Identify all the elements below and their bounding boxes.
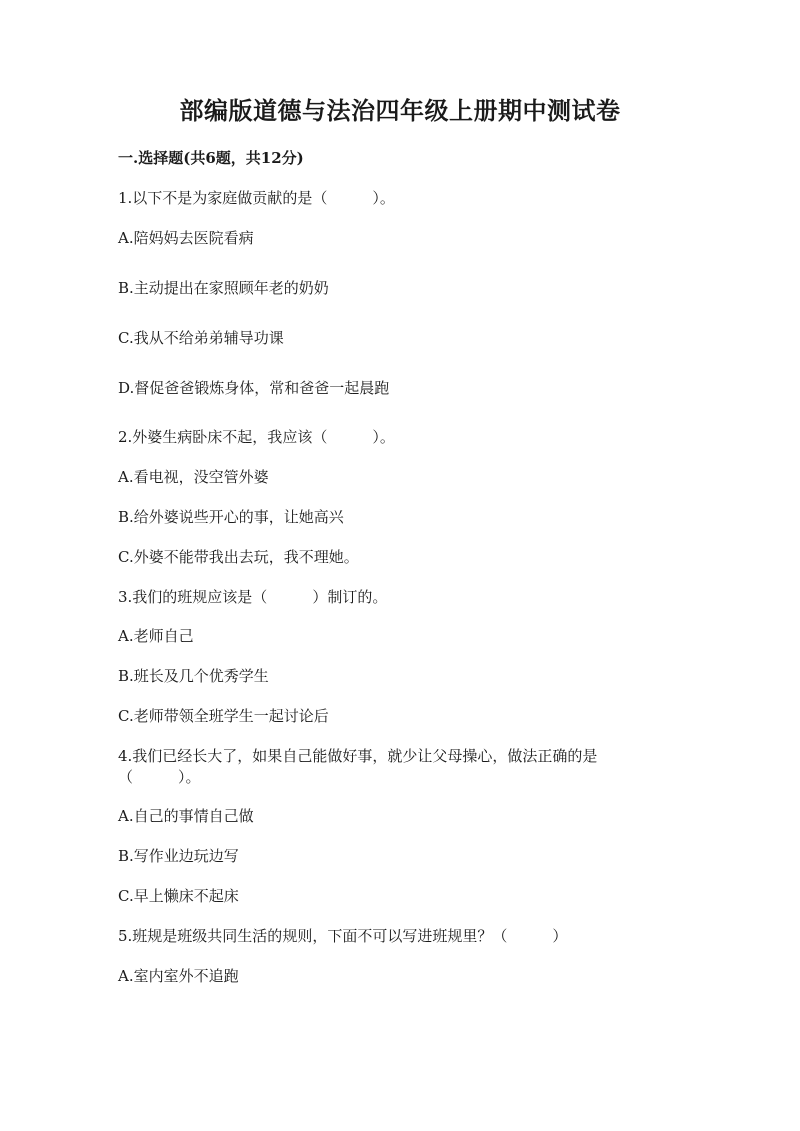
question-3-option-a: A.老师自己 [118, 627, 194, 645]
question-4-option-a: A.自己的事情自己做 [118, 807, 254, 825]
question-4-option-c: C.早上懒床不起床 [118, 887, 239, 905]
question-3-option-c: C.老师带领全班学生一起讨论后 [118, 707, 329, 725]
question-5-stem: 5.班规是班级共同生活的规则，下面不可以写进班规里？（ ） [118, 927, 568, 945]
question-3-stem: 3.我们的班规应该是（ ）制订的。 [118, 588, 388, 606]
question-1-option-a: A.陪妈妈去医院看病 [118, 229, 254, 247]
question-2-option-b: B.给外婆说些开心的事，让她高兴 [118, 508, 344, 526]
question-1-option-b: B.主动提出在家照顾年老的奶奶 [118, 279, 329, 297]
question-1-stem: 1.以下不是为家庭做贡献的是（ ）。 [118, 189, 395, 207]
question-4-stem-line-1: 4.我们已经长大了，如果自己能做好事，就少让父母操心，做法正确的是 [118, 747, 598, 765]
page-title: 部编版道德与法治四年级上册期中测试卷 [179, 96, 621, 125]
question-2-option-a: A.看电视，没空管外婆 [118, 468, 269, 486]
question-5-option-a: A.室内室外不追跑 [118, 967, 239, 985]
question-2-stem: 2.外婆生病卧床不起，我应该（ ）。 [118, 428, 395, 446]
question-2-option-c: C.外婆不能带我出去玩，我不理她。 [118, 548, 359, 566]
question-1-option-c: C.我从不给弟弟辅导功课 [118, 329, 284, 347]
question-4-stem-line-2: （ ）。 [118, 768, 201, 786]
question-1-option-d: D.督促爸爸锻炼身体，常和爸爸一起晨跑 [118, 379, 390, 397]
section-heading: 一.选择题(共6题，共12分) [118, 149, 304, 167]
question-4-option-b: B.写作业边玩边写 [118, 847, 239, 865]
question-3-option-b: B.班长及几个优秀学生 [118, 667, 269, 685]
